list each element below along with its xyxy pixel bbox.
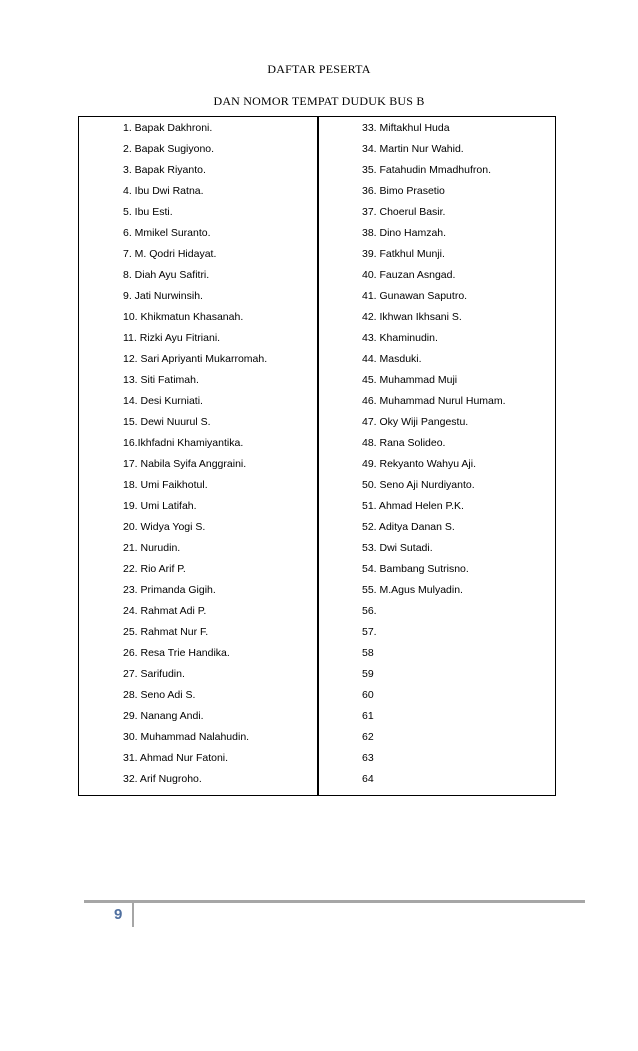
participant-entry: 11. Rizki Ayu Fitriani. — [123, 332, 221, 344]
participant-entry: 33. Miftakhul Huda — [362, 122, 450, 134]
participant-entry: 22. Rio Arif P. — [123, 563, 186, 575]
participant-entry: 25. Rahmat Nur F. — [123, 626, 209, 638]
participant-entry: 8. Diah Ayu Safitri. — [123, 269, 210, 281]
participant-entry: 17. Nabila Syifa Anggraini. — [123, 458, 247, 470]
participant-entry: 62 — [362, 731, 374, 743]
participant-entry: 41. Gunawan Saputro. — [362, 290, 468, 302]
participant-entry: 14. Desi Kurniati. — [123, 395, 203, 407]
participant-entry: 63 — [362, 752, 374, 764]
participant-entry: 12. Sari Apriyanti Mukarromah. — [123, 353, 268, 365]
document-title: DAFTAR PESERTA — [267, 62, 371, 76]
participant-entry: 16.Ikhfadni Khamiyantika. — [123, 437, 244, 449]
participant-entry: 24. Rahmat Adi P. — [123, 605, 207, 617]
participant-entry: 9. Jati Nurwinsih. — [123, 290, 203, 302]
participant-entry: 36. Bimo Prasetio — [362, 185, 445, 197]
participant-entry: 2. Bapak Sugiyono. — [123, 143, 215, 155]
participant-entry: 18. Umi Faikhotul. — [123, 479, 208, 491]
participant-entry: 42. Ikhwan Ikhsani S. — [362, 311, 462, 323]
participant-entry: 13. Siti Fatimah. — [123, 374, 199, 386]
participant-entry: 55. M.Agus Mulyadin. — [362, 584, 463, 596]
participant-entry: 6. Mmikel Suranto. — [123, 227, 211, 239]
participant-entry: 52. Aditya Danan S. — [362, 521, 455, 533]
participant-entry: 32. Arif Nugroho. — [123, 773, 202, 785]
participant-entry: 43. Khaminudin. — [362, 332, 438, 344]
participant-entry: 57. — [362, 626, 377, 638]
participant-entry: 64 — [362, 773, 374, 785]
participant-entry: 28. Seno Adi S. — [123, 689, 196, 701]
participant-entry: 26. Resa Trie Handika. — [123, 647, 230, 659]
participant-entry: 54. Bambang Sutrisno. — [362, 563, 469, 575]
participant-entry: 4. Ibu Dwi Ratna. — [123, 185, 204, 197]
participant-entry: 49. Rekyanto Wahyu Aji. — [362, 458, 477, 470]
participant-entry: 30. Muhammad Nalahudin. — [123, 731, 250, 743]
participant-entry: 50. Seno Aji Nurdiyanto. — [362, 479, 475, 491]
participant-entry: 31. Ahmad Nur Fatoni. — [123, 752, 229, 764]
participant-entry: 35. Fatahudin Mmadhufron. — [362, 164, 491, 176]
participant-entry: 29. Nanang Andi. — [123, 710, 204, 722]
participant-entry: 37. Choerul Basir. — [362, 206, 446, 218]
footer-rule — [84, 900, 585, 903]
participant-entry: 45. Muhammad Muji — [362, 374, 458, 386]
document-subtitle: DAN NOMOR TEMPAT DUDUK BUS B — [213, 94, 425, 108]
participant-entry: 51. Ahmad Helen P.K. — [362, 500, 464, 512]
participant-entry: 38. Dino Hamzah. — [362, 227, 447, 239]
participant-entry: 21. Nurudin. — [123, 542, 181, 554]
participant-entry: 23. Primanda Gigih. — [123, 584, 216, 596]
participant-entry: 20. Widya Yogi S. — [123, 521, 206, 533]
participant-entry: 3. Bapak Riyanto. — [123, 164, 206, 176]
participant-entry: 40. Fauzan Asngad. — [362, 269, 456, 281]
participant-entry: 44. Masduki. — [362, 353, 422, 365]
participant-entry: 58 — [362, 647, 374, 659]
participant-entry: 53. Dwi Sutadi. — [362, 542, 433, 554]
participant-entry: 15. Dewi Nuurul S. — [123, 416, 211, 428]
participant-entry: 60 — [362, 689, 374, 701]
participant-entry: 39. Fatkhul Munji. — [362, 248, 445, 260]
participant-entry: 46. Muhammad Nurul Humam. — [362, 395, 506, 407]
footer-divider — [132, 903, 134, 927]
participant-entry: 56. — [362, 605, 377, 617]
participant-entry: 19. Umi Latifah. — [123, 500, 197, 512]
participant-entry: 61 — [362, 710, 374, 722]
participant-entry: 59 — [362, 668, 374, 680]
participant-entry: 10. Khikmatun Khasanah. — [123, 311, 244, 323]
participant-entry: 47. Oky Wiji Pangestu. — [362, 416, 469, 428]
participant-entry: 34. Martin Nur Wahid. — [362, 143, 464, 155]
participant-entry: 5. Ibu Esti. — [123, 206, 173, 218]
column-divider — [317, 116, 319, 796]
participant-entry: 27. Sarifudin. — [123, 668, 185, 680]
participant-entry: 7. M. Qodri Hidayat. — [123, 248, 217, 260]
page-number: 9 — [114, 906, 123, 923]
participant-entry: 1. Bapak Dakhroni. — [123, 122, 213, 134]
participant-entry: 48. Rana Solideo. — [362, 437, 446, 449]
